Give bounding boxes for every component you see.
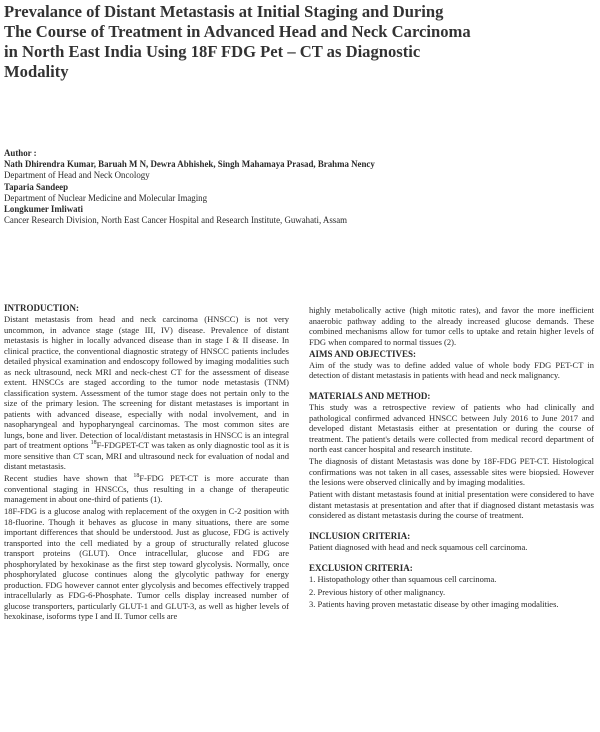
author-names-group-3: Longkumer Imliwati bbox=[4, 204, 83, 215]
materials-paragraph-2: The diagnosis of distant Metastasis was done by 18F-FDG PET-CT. Histological confirmations was not taken in all cases, assessable sites were biopsied. However the lesions were observed clinically and by imaging modalities. bbox=[309, 456, 594, 487]
author-affiliation-2: Department of Nuclear Medicine and Molecular Imaging bbox=[4, 192, 208, 203]
introduction-paragraph-1: Distant metastasis from head and neck carcinoma (HNSCC) is not very uncommon, in advance stage (stage III, IV) disease. Prevalence of distant metastasis is higher in locally advanced disease than in stage I & II disease. In clinical practice, the conventional diagnostic strategy of HNSCC patients includes detailed physical examination and endoscopy followed by imaging modalities such as neck ultrasound, neck MRI and neck-chest CT for the assessment of disease extent. HNSCCs are staged according to the tumor node metastasis (TNM) classification system. Assessment of the tumor stage does not pertain only to the size of the primary lesion. The screening for distant metastases is important in patients with advanced disease, especially with nodal involvement, and in nasopharyngeal and hypopharyngeal carcinomas. The most common sites are lungs, bone and liver. Detection of local/distant metastasis in HNSCC is an integral part of treatment options $^{18}$F-FDGPET-CT was taken as only diagnostic tool as it is more sensitive than CT scan, MRI and ultrasound neck for evaluation of nodal and distant metastasis. bbox=[4, 314, 290, 471]
author-affiliation-3: Cancer Research Division, North East Cancer Hospital and Research Institute, Guwahati, Assam bbox=[4, 215, 348, 226]
exclusion-item: 3. Patients having proven metastatic disease by other imaging modalities. bbox=[309, 599, 559, 609]
materials-paragraph-3: Patient with distant metastasis found at initial presentation were considered to have distant metastasis at presentation and after that if diagnosed distant metastasis was considered as distant metastasis during the course of treatment. bbox=[309, 489, 594, 520]
exclusion-heading: EXCLUSION CRITERIA: bbox=[309, 563, 413, 573]
exclusion-item: 1. Histopathology other than squamous cell carcinoma. bbox=[309, 574, 497, 584]
introduction-paragraph-2: Recent studies have shown that $^{18}$F-FDG PET-CT is more accurate than conventional staging in HNSCCs, thus resulting in a change of therapeutic management in about one-third of patients (1). bbox=[4, 473, 290, 504]
inclusion-heading: INCLUSION CRITERIA: bbox=[309, 531, 411, 541]
introduction-paragraph-3: 18F-FDG is a glucose analog with replacement of the oxygen in C-2 position with 18-fluorine. Though it behaves as glucose in many situations, there are some important differences that should be understood. Just as glucose, FDG is actively transported into the cell mediated by a group of structurally related glucose transport proteins (GLUT). Once intracellular, glucose and FDG are phosphorylated by hexokinase as the first step toward glycolysis. Normally, once phosphorylated glucose continues along the glycolytic pathway for energy production. FDG however cannot enter glycolysis and becomes effectively trapped intracellularly as FDG-6-Phosphate. Tumor cells display increased number of glucose transporters, particularly GLUT-1 and GLUT-3, as well as higher levels of hexokinase, isoforms type I and II. Tumor cells are bbox=[4, 506, 289, 621]
author-affiliation-1: Department of Head and Neck Oncology bbox=[4, 170, 150, 181]
paper-title: Prevalance of Distant Metastasis at Initial Staging and During The Course of Treatment in Advanced Head and Neck Carcinoma in North East India Using 18F FDG Pet – CT as Diagnostic Modality bbox=[4, 2, 471, 81]
author-names-group-2: Taparia Sandeep bbox=[4, 181, 69, 192]
aims-text: Aim of the study was to define added value of whole body FDG PET-CT in detection of distant metastasis in patients with head and neck malignancy. bbox=[309, 359, 594, 380]
introduction-paragraph-3-continued: highly metabolically active (high mitotic rates), and favor the more inefficient anaerobic pathway adding to the already increased glucose demands. These combined mechanisms allow for tumor cells to uptake and retain higher levels of FDG when compared to normal tissues (2). bbox=[309, 305, 594, 347]
author-block bbox=[4, 148, 594, 226]
materials-paragraph-1: This study was a retrospective review of patients who had clinically and pathological confirmed advanced HNSCC between July 2016 to June 2017 and developed distant Metastasis either at presentation or during the course of treatment. The patient's details were collected from medical record department of north east cancer hospital and research institute. bbox=[309, 402, 594, 454]
exclusion-item: 2. Previous history of other malignancy. bbox=[309, 586, 446, 597]
exclusion-list bbox=[309, 574, 594, 610]
materials-heading: MATERIALS AND METHOD: bbox=[309, 391, 431, 401]
right-column bbox=[309, 305, 594, 612]
left-column bbox=[4, 303, 289, 623]
aims-heading: AIMS AND OBJECTIVES: bbox=[309, 348, 417, 359]
introduction-heading: INTRODUCTION: bbox=[4, 303, 80, 313]
author-names-group-1: Nath Dhirendra Kumar, Baruah M N, Dewra Abhishek, Singh Mahamaya Prasad, Brahma Nency bbox=[4, 159, 375, 170]
inclusion-text: Patient diagnosed with head and neck squamous cell carcinoma. bbox=[309, 542, 528, 552]
author-label: Author : bbox=[4, 148, 37, 158]
